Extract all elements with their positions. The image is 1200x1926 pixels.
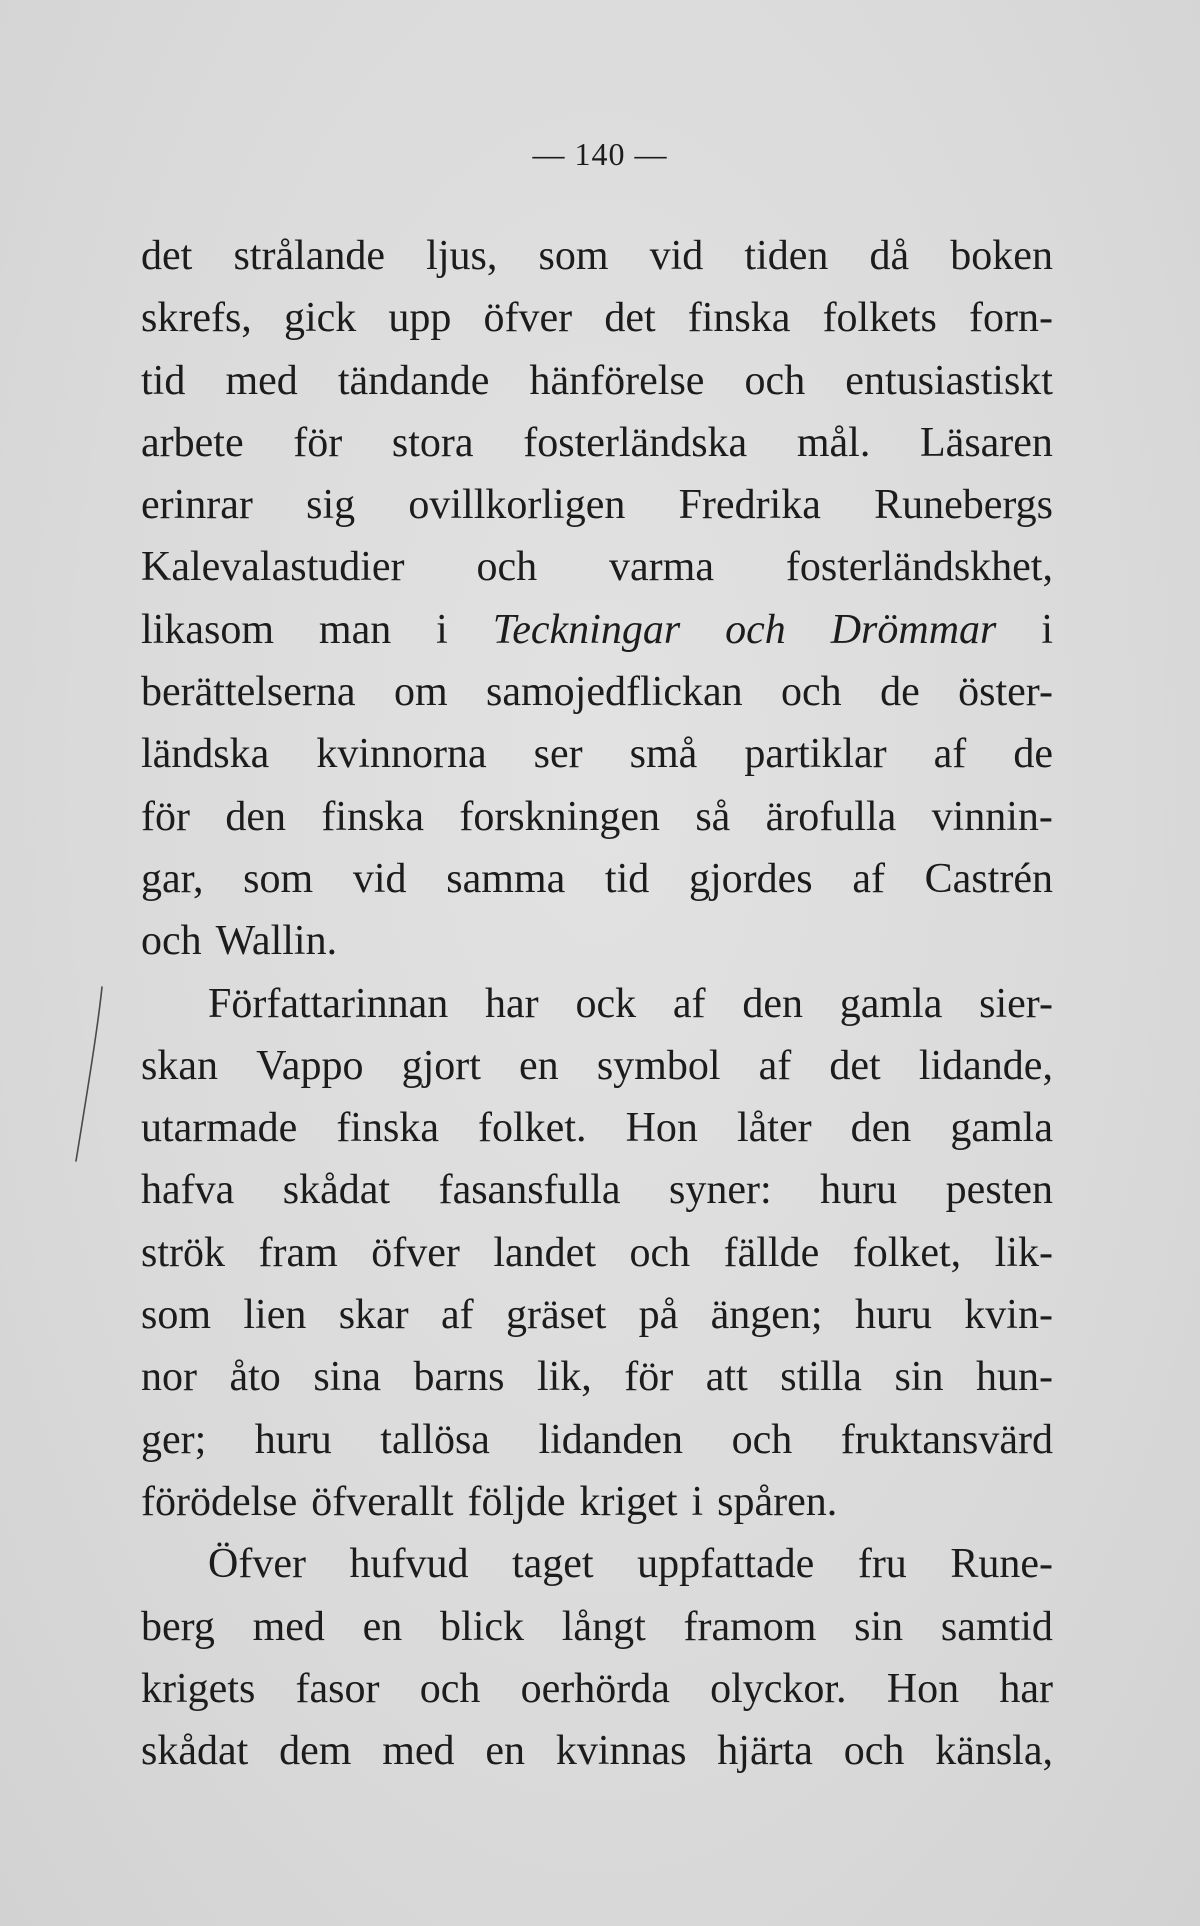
word: sina xyxy=(313,1354,381,1401)
word: små xyxy=(629,731,698,778)
word: tid xyxy=(604,855,650,902)
word: öster- xyxy=(958,669,1053,716)
word: ock xyxy=(575,980,637,1027)
word: barns xyxy=(413,1354,505,1401)
word: ser xyxy=(533,731,583,778)
word: varma xyxy=(609,544,714,591)
word: folkets xyxy=(822,295,937,342)
word: landet xyxy=(493,1229,596,1276)
word: förödelse xyxy=(141,1478,298,1525)
word: pesten xyxy=(945,1167,1053,1214)
word: Vappo xyxy=(256,1042,364,1089)
word: finska xyxy=(321,793,424,840)
word: Teckningar xyxy=(492,606,681,653)
text-line xyxy=(141,1346,1053,1408)
word: likasom xyxy=(141,606,274,653)
text-line xyxy=(141,1097,1053,1159)
word: gamla xyxy=(839,980,943,1027)
word: kvinnas xyxy=(555,1728,687,1775)
word: långt xyxy=(561,1603,646,1650)
word: fruktansvärd xyxy=(840,1416,1053,1463)
word: olyckor. xyxy=(710,1665,847,1712)
word: krigets xyxy=(141,1665,256,1712)
text-line xyxy=(141,599,1053,661)
text-line xyxy=(141,723,1053,785)
word: kvinnorna xyxy=(316,731,487,778)
word: Fredrika xyxy=(678,482,821,529)
word: för xyxy=(624,1354,674,1401)
word: samtid xyxy=(940,1603,1053,1650)
word: fasor xyxy=(295,1665,380,1712)
word: lidande, xyxy=(918,1042,1053,1089)
word: af xyxy=(441,1292,474,1339)
word: dem xyxy=(279,1728,352,1775)
word: har xyxy=(999,1665,1053,1712)
word: symbol xyxy=(596,1042,721,1089)
word: Läsaren xyxy=(920,419,1053,466)
word: och xyxy=(731,1416,793,1463)
word: kvin- xyxy=(964,1292,1053,1339)
word: gräset xyxy=(506,1292,607,1339)
word: entusiastiskt xyxy=(845,357,1053,404)
text-line xyxy=(141,536,1053,598)
word: skrefs, xyxy=(141,295,252,342)
word: en xyxy=(362,1603,403,1650)
word: som xyxy=(243,855,314,902)
word: forskningen xyxy=(459,793,660,840)
word: partiklar xyxy=(744,731,887,778)
word: boken xyxy=(950,233,1053,279)
word: i xyxy=(1041,606,1053,653)
text-line xyxy=(141,1284,1053,1346)
word: strålande xyxy=(233,233,386,279)
word: vid xyxy=(352,855,407,902)
word: det xyxy=(604,295,656,342)
word: sig xyxy=(306,482,356,529)
text-line xyxy=(141,1409,1053,1471)
word: fram xyxy=(258,1229,338,1276)
word: folket. xyxy=(478,1105,587,1152)
word: lik- xyxy=(994,1229,1053,1276)
text-line xyxy=(141,1159,1053,1221)
word: strök xyxy=(141,1229,225,1276)
page-number: — 140 — xyxy=(532,136,668,172)
word: berättelserna xyxy=(141,669,356,716)
word: man xyxy=(318,606,392,653)
text-line xyxy=(141,225,1053,287)
word: hjärta xyxy=(717,1728,813,1775)
word: berg xyxy=(141,1603,215,1650)
text-line xyxy=(141,973,1053,1035)
word: med xyxy=(252,1603,325,1650)
text-line xyxy=(141,1222,1053,1284)
word: och xyxy=(141,918,202,965)
word: vinnin- xyxy=(931,793,1053,840)
word: Öfver xyxy=(208,1541,306,1588)
text-line xyxy=(141,1533,1053,1595)
word: och xyxy=(725,606,786,653)
word: mål. xyxy=(796,419,871,466)
word: en xyxy=(485,1728,526,1775)
word: spåren. xyxy=(717,1478,838,1525)
word: gjort xyxy=(401,1042,481,1089)
word: Hon xyxy=(886,1665,960,1712)
word: fru xyxy=(857,1541,907,1588)
word: har xyxy=(485,980,539,1027)
word: och xyxy=(744,357,806,404)
word: då xyxy=(869,233,910,279)
word: framom xyxy=(683,1603,817,1650)
word: fosterländska xyxy=(523,419,748,466)
word: den xyxy=(225,793,286,840)
word: öfver xyxy=(483,295,573,342)
word: och xyxy=(629,1229,691,1276)
text-line xyxy=(141,786,1053,848)
word: tändande xyxy=(337,357,490,404)
word: den xyxy=(850,1105,912,1152)
word: och xyxy=(419,1665,481,1712)
word: de xyxy=(880,669,920,716)
body-text xyxy=(141,225,1053,1782)
word: gar, xyxy=(141,855,204,902)
word: skan xyxy=(141,1042,218,1089)
word: skådat xyxy=(282,1167,391,1214)
word: nor xyxy=(141,1354,197,1401)
word: i xyxy=(691,1478,704,1525)
word: arbete xyxy=(141,419,244,466)
word: huru xyxy=(820,1167,898,1214)
word: på xyxy=(638,1292,679,1339)
word: för xyxy=(293,419,343,466)
text-line xyxy=(141,848,1053,910)
margin-pencil-mark xyxy=(68,985,108,1165)
word: tiden xyxy=(744,233,829,279)
text-line xyxy=(141,412,1053,474)
word: om xyxy=(393,669,448,716)
word: Castrén xyxy=(924,855,1053,902)
word: ärofulla xyxy=(765,793,897,840)
word: lik, xyxy=(536,1354,592,1401)
word: utarmade xyxy=(141,1105,298,1152)
word: den xyxy=(742,980,803,1027)
word: fasansfulla xyxy=(438,1167,621,1214)
word: Författarinnan xyxy=(208,980,449,1027)
word: för xyxy=(141,793,190,840)
word: af xyxy=(852,855,885,902)
word: sin xyxy=(854,1603,904,1650)
word: vid xyxy=(649,233,704,279)
word: att xyxy=(705,1354,748,1401)
word: huru xyxy=(254,1416,332,1463)
word: af xyxy=(672,980,706,1027)
text-line xyxy=(141,1035,1053,1097)
word: tallösa xyxy=(380,1416,490,1463)
word: hufvud xyxy=(349,1541,469,1588)
word: hafva xyxy=(141,1167,235,1214)
word: som xyxy=(141,1292,212,1339)
word: skådat xyxy=(141,1728,249,1775)
word: en xyxy=(519,1042,559,1089)
word: Rune- xyxy=(950,1541,1053,1588)
word: samojedflickan xyxy=(486,669,743,716)
word: finska xyxy=(687,295,791,342)
word: och xyxy=(843,1728,905,1775)
text-line xyxy=(141,1596,1053,1658)
text-line xyxy=(141,474,1053,536)
word: folket, xyxy=(852,1229,962,1276)
word: lidanden xyxy=(538,1416,684,1463)
word: i xyxy=(436,606,448,653)
word: ovillkorligen xyxy=(408,482,626,529)
word: Wallin. xyxy=(215,918,338,965)
word: ger; xyxy=(141,1416,207,1463)
word: syner: xyxy=(669,1167,772,1214)
word: tid xyxy=(141,357,186,404)
text-line xyxy=(141,287,1053,349)
word: gick xyxy=(283,295,357,342)
word: gjordes xyxy=(688,855,813,902)
word: följde xyxy=(467,1478,566,1525)
word: kriget xyxy=(579,1478,678,1525)
word: upp xyxy=(388,295,452,342)
word: och xyxy=(781,669,842,716)
word: öfverallt xyxy=(311,1478,454,1525)
text-line xyxy=(141,350,1053,412)
word: finska xyxy=(336,1105,439,1152)
text-line xyxy=(141,1471,1053,1533)
word: som xyxy=(538,233,609,279)
word: taget xyxy=(511,1541,594,1588)
text-line xyxy=(141,1658,1053,1720)
word: Kalevalastudier xyxy=(141,544,405,591)
word: det xyxy=(829,1042,881,1089)
word: gamla xyxy=(950,1105,1053,1152)
text-line xyxy=(141,1720,1053,1782)
word: ängen; xyxy=(710,1292,823,1339)
word: Drömmar xyxy=(830,606,997,653)
word: och xyxy=(476,544,538,591)
word: åto xyxy=(229,1354,281,1401)
word: stilla xyxy=(780,1354,862,1401)
word: låter xyxy=(736,1105,812,1152)
word: sin xyxy=(894,1354,944,1401)
word: forn- xyxy=(969,295,1053,342)
word: med xyxy=(225,357,298,404)
word: med xyxy=(382,1728,455,1775)
word: så xyxy=(695,793,731,840)
word: de xyxy=(1013,731,1053,778)
word: huru xyxy=(854,1292,932,1339)
word: erinrar xyxy=(141,482,253,529)
word: stora xyxy=(391,419,474,466)
word: öfver xyxy=(371,1229,460,1276)
word: oerhörda xyxy=(520,1665,670,1712)
word: uppfattade xyxy=(637,1541,815,1588)
text-line xyxy=(141,910,1053,972)
word: hänförelse xyxy=(529,357,705,404)
word: blick xyxy=(440,1603,525,1650)
word: känsla, xyxy=(935,1728,1053,1775)
word: samma xyxy=(446,855,566,902)
word: ländska xyxy=(141,731,270,778)
word: skar xyxy=(338,1292,409,1339)
word: det xyxy=(141,233,193,279)
word: Hon xyxy=(625,1105,698,1152)
word: hun- xyxy=(975,1354,1053,1401)
word: af xyxy=(933,731,967,778)
word: ljus, xyxy=(426,233,498,279)
word: fällde xyxy=(723,1229,820,1276)
word: fosterländskhet, xyxy=(785,544,1053,591)
word: Runebergs xyxy=(874,482,1053,529)
text-line xyxy=(141,661,1053,723)
word: af xyxy=(758,1042,792,1089)
word: lien xyxy=(243,1292,307,1339)
word: sier- xyxy=(979,980,1053,1027)
